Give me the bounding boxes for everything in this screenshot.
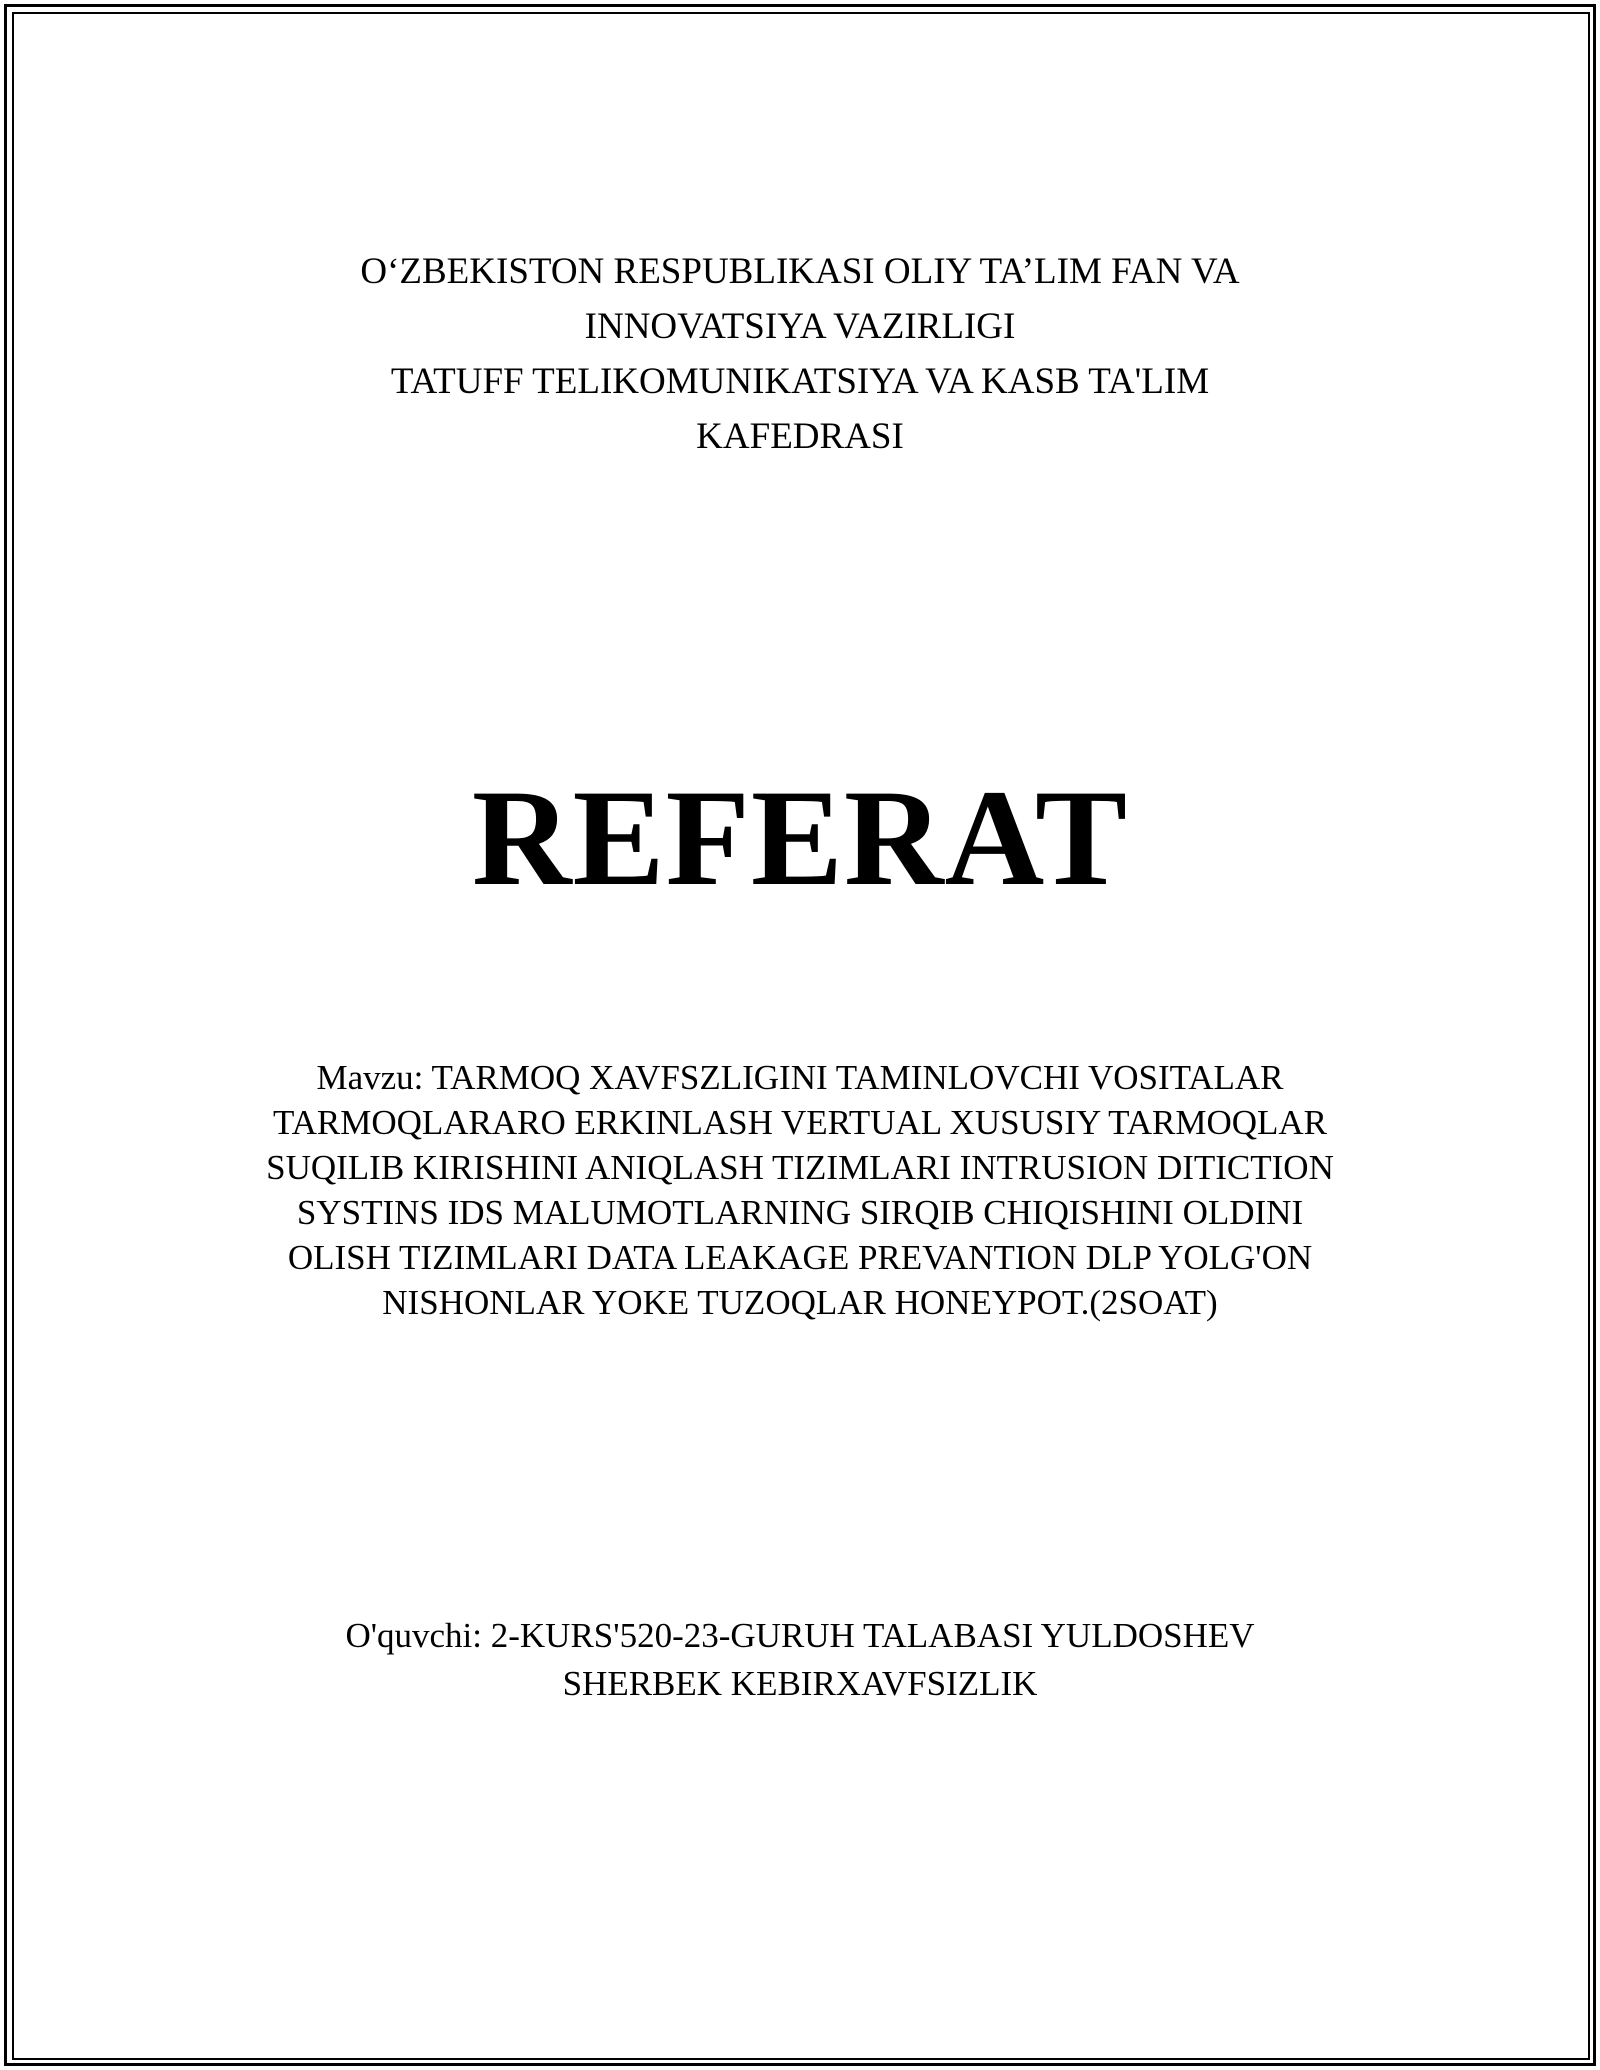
- department-line: TATUFF TELIKOMUNIKATSIYA VA KASB TA'LIM: [390, 361, 1210, 402]
- student-line: O'quvchi: 2-KURS'520-23-GURUH TALABASI YULDOSHEV: [345, 1616, 1255, 1655]
- topic-line: OLISH TIZIMLARI DATA LEAKAGE PREVANTION DLP YOLG'ON: [287, 1238, 1313, 1277]
- topic-line: Mavzu: TARMOQ XAVFSZLIGINI TAMINLOVCHI VOSITALAR: [316, 1058, 1284, 1097]
- ministry-line: INNOVATSIYA VAZIRLIGI: [584, 306, 1016, 347]
- topic-section: [0, 1055, 1600, 1325]
- department-line: KAFEDRASI: [696, 416, 904, 457]
- topic-line: NISHONLAR YOKE TUZOQLAR HONEYPOT.(2SOAT): [382, 1283, 1218, 1322]
- student-section: [0, 1612, 1600, 1708]
- document-title: REFERAT: [471, 761, 1129, 914]
- topic-line: SUQILIB KIRISHINI ANIQLASH TIZIMLARI INTRUSION DITICTION: [266, 1148, 1334, 1187]
- student-line: SHERBEK KEBIRXAVFSIZLIK: [562, 1664, 1038, 1703]
- ministry-line: O‘ZBEKISTON RESPUBLIKASI OLIY TA’LIM FAN VA: [360, 251, 1240, 292]
- ministry-header: [0, 244, 1600, 464]
- topic-line: TARMOQLARARO ERKINLASH VERTUAL XUSUSIY TARMOQLAR: [273, 1103, 1327, 1142]
- topic-line: SYSTINS IDS MALUMOTLARNING SIRQIB CHIQISHINI OLDINI: [296, 1193, 1304, 1232]
